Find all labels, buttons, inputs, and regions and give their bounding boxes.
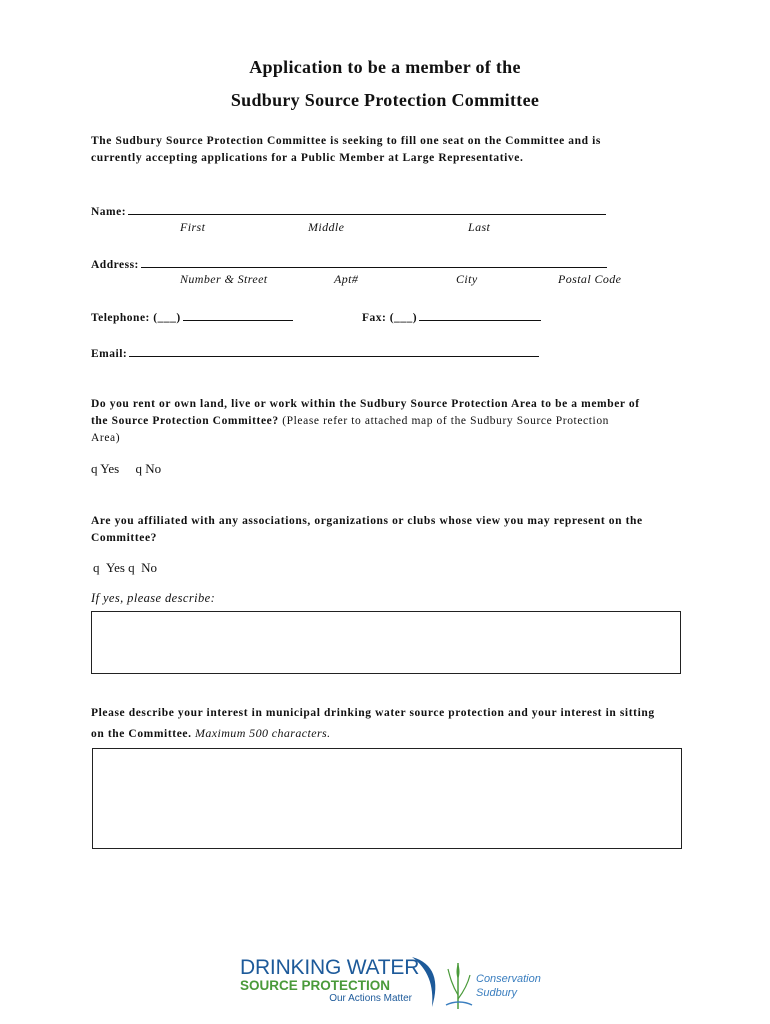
- page-title: Application to be a member of the: [249, 57, 521, 77]
- q1-line-2-normal: (Please refer to attached map of the Sudbury Source Protection: [278, 415, 610, 427]
- name-row: [91, 202, 621, 220]
- email-field[interactable]: [129, 356, 539, 357]
- name-last-caption: Last: [468, 220, 491, 234]
- telephone-field[interactable]: [183, 320, 293, 321]
- q2-yes-checkbox[interactable]: q: [93, 560, 100, 575]
- q3-line-2: [91, 725, 331, 743]
- name-field[interactable]: [128, 214, 606, 215]
- conservation-sudbury-logo: [444, 955, 544, 1011]
- q2-line-2: Committee?: [91, 532, 158, 544]
- dw-logo-line-1: DRINKING WATER: [240, 956, 420, 979]
- address-apt-caption: Apt#: [334, 272, 359, 286]
- water-swoosh-icon: [408, 955, 442, 1009]
- name-first-caption: First: [180, 220, 206, 234]
- q1-yes-label: Yes: [100, 461, 120, 476]
- address-street-caption: Number & Street: [180, 272, 268, 286]
- fax-row: [362, 308, 541, 326]
- address-city-caption: City: [456, 272, 478, 286]
- q3-interest-textarea[interactable]: [92, 748, 682, 849]
- cs-logo-line-2: Sudbury: [476, 987, 517, 999]
- q1-line-2-bold: the Source Protection Committee?: [91, 415, 279, 427]
- q2-no-label: No: [141, 560, 158, 575]
- page-subtitle: Sudbury Source Protection Committee: [230, 90, 540, 110]
- address-row: [91, 255, 621, 273]
- address-label: Address:: [91, 259, 139, 271]
- intro-line-2: currently accepting applications for a Public Member at Large Representative.: [91, 152, 524, 164]
- q2-line-1: Are you affiliated with any associations, organizations or clubs whose view you may represent on the: [91, 515, 643, 527]
- dw-logo-line-2: SOURCE PROTECTION: [240, 978, 391, 993]
- q2-options: [93, 560, 157, 576]
- email-row: [91, 344, 539, 362]
- q1-no-checkbox[interactable]: q: [135, 461, 142, 476]
- telephone-row: [91, 308, 293, 326]
- cattail-icon: [444, 955, 474, 1011]
- q1-line-3: Area): [91, 432, 121, 444]
- cs-logo-line-1: Conservation: [476, 973, 541, 985]
- name-label: Name:: [91, 206, 127, 218]
- dw-logo-line-3: Our Actions Matter: [329, 993, 412, 1004]
- q3-line-2-italic: Maximum 500 characters.: [191, 726, 331, 740]
- drinking-water-logo: [240, 957, 440, 1009]
- q2-yes-label: Yes: [106, 560, 125, 575]
- q2-no-checkbox[interactable]: q: [128, 560, 135, 575]
- q3-line-1: Please describe your interest in municipal drinking water source protection and your interest in sitting: [91, 707, 655, 719]
- intro-line-1: The Sudbury Source Protection Committee is seeking to fill one seat on the Committee and is: [91, 135, 601, 147]
- q1-no-label: No: [145, 461, 162, 476]
- fax-field[interactable]: [419, 320, 541, 321]
- q1-yes-checkbox[interactable]: q: [91, 461, 98, 476]
- q1-line-1: Do you rent or own land, live or work within the Sudbury Source Protection Area to be a member of: [91, 398, 640, 410]
- telephone-label: Telephone: (___): [91, 312, 181, 324]
- q1-line-2: [91, 413, 609, 430]
- q2-describe-label: If yes, please describe:: [91, 591, 216, 605]
- q1-options: [91, 461, 161, 477]
- name-middle-caption: Middle: [308, 220, 345, 234]
- email-label: Email:: [91, 348, 128, 360]
- address-field[interactable]: [141, 267, 607, 268]
- q3-line-2-bold: on the Committee.: [91, 728, 192, 740]
- fax-label: Fax: (___): [362, 312, 418, 324]
- address-postal-caption: Postal Code: [558, 272, 622, 286]
- q2-describe-textarea[interactable]: [91, 611, 681, 674]
